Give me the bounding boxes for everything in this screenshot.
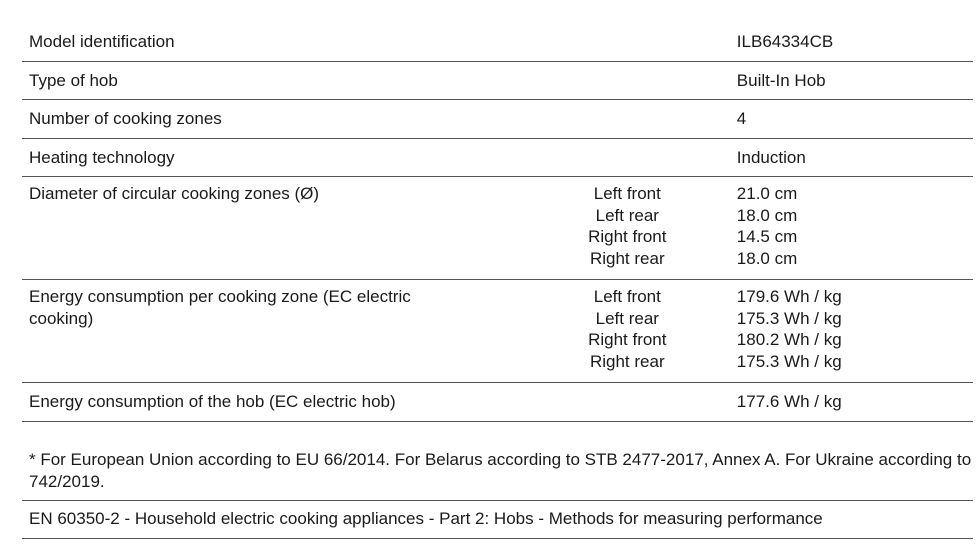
zone-value: 18.0 cm bbox=[736, 205, 798, 225]
row-label: Heating technology bbox=[22, 138, 532, 177]
zone-name: Left front bbox=[593, 184, 661, 203]
row-model-identification bbox=[22, 23, 973, 61]
zone-values bbox=[723, 177, 973, 280]
row-value: Induction bbox=[723, 138, 973, 177]
zone-list bbox=[532, 280, 723, 383]
zone-values bbox=[723, 280, 973, 383]
zone-name: Left rear bbox=[595, 205, 659, 225]
row-energy-per-zone bbox=[22, 280, 973, 383]
row-label: Energy consumption of the hob (EC electric hob) bbox=[22, 383, 532, 422]
zone-name: Right rear bbox=[589, 351, 665, 371]
zone-value: 18.0 cm bbox=[736, 248, 798, 268]
zone-list bbox=[532, 177, 723, 280]
row-label: Type of hob bbox=[22, 61, 532, 100]
row-label: Number of cooking zones bbox=[22, 100, 532, 139]
zone-value: 21.0 cm bbox=[736, 184, 798, 203]
row-value: ILB64334CB bbox=[723, 23, 973, 61]
zone-name: Right front bbox=[588, 330, 667, 349]
zone-value: 175.3 Wh / kg bbox=[736, 308, 842, 328]
row-label: Energy consumption per cooking zone (EC electric cooking) bbox=[29, 287, 411, 328]
footnote: * For European Union according to EU 66/2014. For Belarus according to STB 2477-2017, Annex A. For Ukraine according to 742/2019. bbox=[29, 450, 972, 491]
zone-name: Left rear bbox=[595, 308, 659, 328]
standard-reference: EN 60350-2 - Household electric cooking appliances - Part 2: Hobs - Methods for measuring performance bbox=[22, 500, 973, 539]
row-heating-technology bbox=[22, 138, 973, 177]
row-label: Model identification bbox=[22, 23, 532, 61]
spec-table bbox=[22, 23, 973, 422]
row-diameter-cooking-zones bbox=[22, 177, 973, 280]
row-label: Diameter of circular cooking zones (Ø) bbox=[22, 177, 532, 280]
zone-value: 179.6 Wh / kg bbox=[736, 287, 842, 306]
row-energy-hob bbox=[22, 383, 973, 422]
row-type-of-hob bbox=[22, 61, 973, 100]
zone-value: 180.2 Wh / kg bbox=[736, 330, 842, 349]
row-value: 177.6 Wh / kg bbox=[723, 383, 973, 422]
row-value: Built-In Hob bbox=[723, 61, 973, 100]
zone-value: 175.3 Wh / kg bbox=[736, 351, 842, 371]
row-value: 4 bbox=[723, 100, 973, 139]
zone-name: Right front bbox=[588, 227, 667, 246]
zone-value: 14.5 cm bbox=[736, 227, 798, 246]
row-number-of-cooking-zones bbox=[22, 100, 973, 139]
zone-name: Right rear bbox=[589, 248, 665, 268]
zone-name: Left front bbox=[593, 287, 661, 306]
